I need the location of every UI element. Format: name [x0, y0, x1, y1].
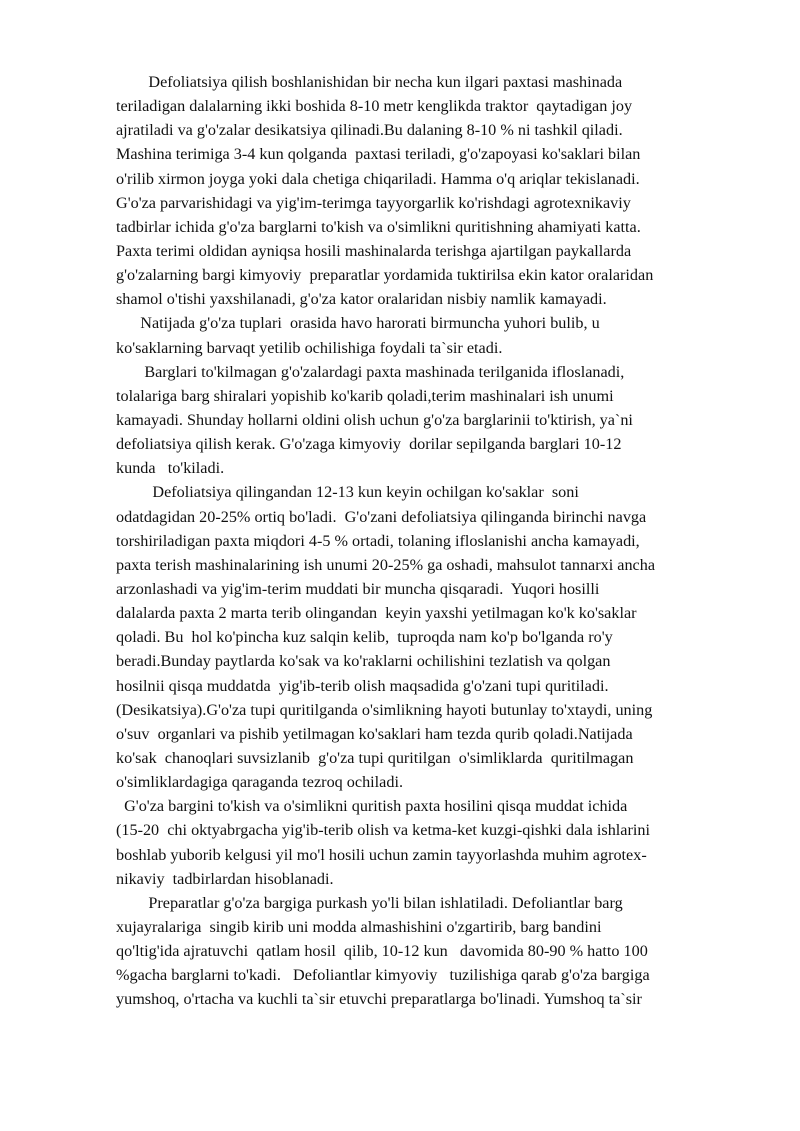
text-line: hosilnii qisqa muddatda yig'ib-terib olish maqsadida g'o'zani tupi quritiladi.: [116, 676, 609, 695]
text-line: kunda to'kiladi.: [116, 459, 225, 478]
text-line: xujayralariga singib kirib uni modda almashishini o'zgartirib, barg bandini: [116, 917, 602, 936]
text-line: odatdagidan 20-25% ortiq bo'ladi. G'o'zani defoliatsiya qilinganda birinchi navga: [116, 507, 647, 526]
text-line: g'o'zalarning bargi kimyoviy preparatlar yordamida tuktirilsa ekin kator oralaridan: [116, 266, 654, 285]
text-line: G'o'za bargini to'kish va o'simlikni quritish paxta hosilini qisqa muddat ichida: [116, 797, 628, 816]
text-line: paxta terish mashinalarining ish unumi 20-25% ga oshadi, mahsulot tannarxi ancha: [116, 555, 656, 574]
text-line: ko'sak chanoqlari suvsizlanib g'o'za tupi quritilgan o'simliklarda quritilmagan: [116, 748, 634, 767]
text-line: o'suv organlari va pishib yetilmagan ko'saklari ham tezda qurib qoladi.Natijada: [116, 724, 633, 743]
text-line: (Desikatsiya).G'o'za tupi quritilganda o'simlikning hayoti butunlay to'xtaydi, uning: [116, 700, 653, 719]
text-line: Barglari to'kilmagan g'o'zalardagi paxta mashinada terilganida ifloslanadi,: [116, 362, 625, 381]
text-line: Mashina terimiga 3-4 kun qolganda paxtasi teriladi, g'o'zapoyasi ko'saklari bilan: [116, 145, 641, 164]
document-body-text: [116, 70, 756, 1011]
text-line: (15-20 chi oktyabrgacha yig'ib-terib olish va ketma-ket kuzgi-qishki dala ishlarini: [116, 821, 650, 840]
text-line: dalalarda paxta 2 marta terib olingandan keyin yaxshi yetilmagan ko'k ko'saklar: [116, 604, 637, 623]
text-line: arzonlashadi va yig'im-terim muddati bir muncha qisqaradi. Yuqori hosilli: [116, 579, 600, 598]
text-line: yumshoq, o'rtacha va kuchli ta`sir etuvchi preparatlarga bo'linadi. Yumshoq ta`sir: [116, 990, 642, 1009]
text-line: boshlab yuborib kelgusi yil mo'l hosili uchun zamin tayyorlashda muhim agrotex-: [116, 845, 647, 864]
text-line: kamayadi. Shunday hollarni oldini olish uchun g'o'za barglarinii to'ktirish, ya`ni: [116, 410, 633, 429]
text-line: qoladi. Bu hol ko'pincha kuz salqin kelib, tuproqda nam ko'p bo'lganda ro'y: [116, 628, 613, 647]
text-line: defoliatsiya qilish kerak. G'o'zaga kimyoviy dorilar sepilganda barglari 10-12: [116, 435, 622, 454]
text-line: shamol o'tishi yaxshilanadi, g'o'za kator oralaridan nisbiy namlik kamayadi.: [116, 290, 607, 309]
text-line: qo'ltig'ida ajratuvchi qatlam hosil qilib, 10-12 kun davomida 80-90 % hatto 100: [116, 942, 648, 961]
text-line: G'o'za parvarishidagi va yig'im-terimga tayyorgarlik ko'rishdagi agrotexnikaviy: [116, 193, 631, 212]
text-line: %gacha barglarni to'kadi. Defoliantlar kimyoviy tuzilishiga qarab g'o'za bargiga: [116, 966, 650, 985]
text-line: tolalariga barg shiralari yopishib ko'karib qoladi,terim mashinalari ish unumi: [116, 386, 614, 405]
text-line: ajratiladi va g'o'zalar desikatsiya qilinadi.Bu dalaning 8-10 % ni tashkil qiladi.: [116, 121, 623, 140]
text-line: Paxta terimi oldidan ayniqsa hosili mashinalarda terishga ajartilgan paykallarda: [116, 241, 632, 260]
text-line: teriladigan dalalarning ikki boshida 8-10 metr kenglikda traktor qaytadigan joy: [116, 97, 633, 116]
text-line: o'simliklardagiga qaraganda tezroq ochiladi.: [116, 773, 403, 792]
text-line: Natijada g'o'za tuplari orasida havo harorati birmuncha yuhori bulib, u: [116, 314, 600, 333]
text-line: tadbirlar ichida g'o'za barglarni to'kish va o'simlikni quritishning ahamiyati katta.: [116, 217, 641, 236]
text-line: nikaviy tadbirlardan hisoblanadi.: [116, 869, 334, 888]
text-line: o'rilib xirmon joyga yoki dala chetiga chiqariladi. Hamma o'q ariqlar tekislanadi.: [116, 169, 640, 188]
text-line: Defoliatsiya qilish boshlanishidan bir necha kun ilgari paxtasi mashinada: [116, 73, 623, 91]
text-line: Defoliatsiya qilingandan 12-13 kun keyin ochilgan ko'saklar soni: [116, 483, 579, 502]
text-line: torshiriladigan paxta miqdori 4-5 % ortadi, tolaning ifloslanishi ancha kamayadi,: [116, 531, 640, 550]
text-line: beradi.Bunday paytlarda ko'sak va ko'raklarni ochilishini tezlatish va qolgan: [116, 652, 611, 671]
text-line: ko'saklarning barvaqt yetilib ochilishiga foydali ta`sir etadi.: [116, 338, 503, 357]
text-line: Preparatlar g'o'za bargiga purkash yo'li bilan ishlatiladi. Defoliantlar barg: [116, 893, 623, 912]
